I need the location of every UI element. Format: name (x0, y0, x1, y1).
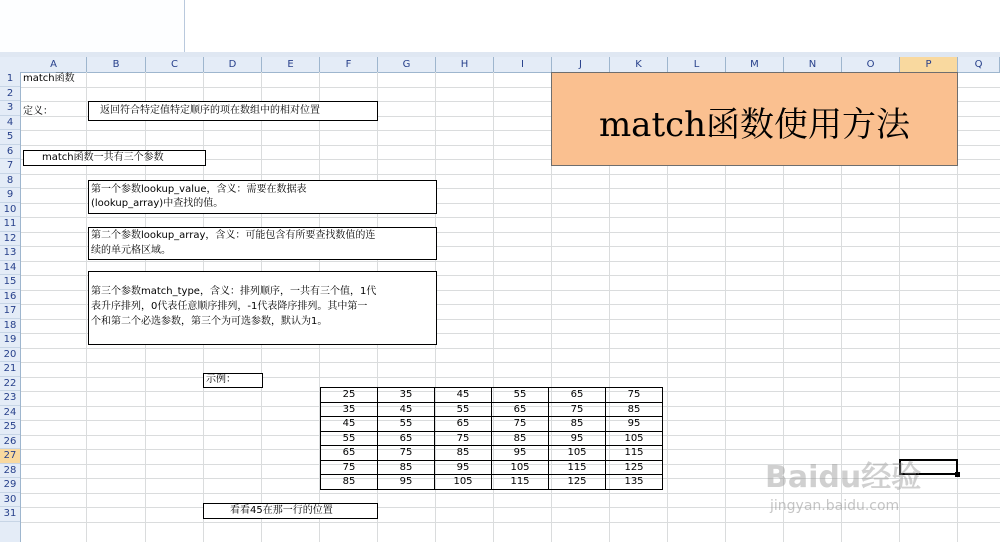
table-cell[interactable]: 85 (549, 417, 606, 432)
baidu-watermark: Baidu经验 (765, 460, 922, 495)
table-cell[interactable]: 85 (435, 446, 492, 461)
table-cell[interactable]: 65 (435, 417, 492, 432)
table-cell[interactable]: 95 (435, 460, 492, 475)
example-data-table (320, 387, 663, 490)
table-cell[interactable]: 105 (435, 475, 492, 490)
grid-column-line (86, 72, 87, 542)
column-header-p[interactable]: P (900, 57, 958, 72)
grid-row-line (21, 377, 1000, 378)
row-header-5[interactable]: 5 (0, 130, 20, 145)
row-header-21[interactable]: 21 (0, 362, 20, 377)
param3-line3: 个和第二个必选参数，第三个为可选参数，默认为1。 (91, 316, 328, 327)
table-row (321, 388, 663, 403)
row-header-23[interactable]: 23 (0, 391, 20, 406)
row-header-28[interactable]: 28 (0, 464, 20, 479)
row-header-29[interactable]: 29 (0, 478, 20, 493)
table-cell[interactable]: 75 (321, 460, 378, 475)
table-row (321, 475, 663, 490)
param3-line2: 表升序排列，0代表任意顺序排列，-1代表降序排列。其中第一 (91, 301, 368, 312)
param1-line1: 第一个参数lookup_value，含义：需要在数据表 (91, 184, 307, 195)
table-cell[interactable]: 105 (492, 460, 549, 475)
table-cell[interactable]: 95 (492, 446, 549, 461)
grid-row-line (21, 217, 1000, 218)
param3-box[interactable] (88, 271, 437, 345)
row-header-14[interactable]: 14 (0, 261, 20, 276)
param3-line1: 第三个参数match_type，含义：排列顺序，一共有三个值，1代 (91, 286, 377, 297)
grid-row-line (21, 522, 1000, 523)
cell-a1[interactable]: match函数 (23, 73, 75, 84)
column-header-b[interactable]: B (87, 57, 146, 72)
table-cell[interactable]: 45 (321, 417, 378, 432)
table-cell[interactable]: 65 (549, 388, 606, 403)
row-header-9[interactable]: 9 (0, 188, 20, 203)
table-cell[interactable]: 105 (549, 446, 606, 461)
row-header-20[interactable]: 20 (0, 348, 20, 363)
row-header-24[interactable]: 24 (0, 406, 20, 421)
table-cell[interactable]: 75 (549, 402, 606, 417)
row-header-31[interactable]: 31 (0, 507, 20, 522)
table-cell[interactable]: 65 (378, 431, 435, 446)
grid-row-line (21, 174, 1000, 175)
table-cell[interactable]: 95 (378, 475, 435, 490)
table-cell[interactable]: 45 (378, 402, 435, 417)
row-header-22[interactable]: 22 (0, 377, 20, 392)
row-header-11[interactable]: 11 (0, 217, 20, 232)
row-header-10[interactable]: 10 (0, 203, 20, 218)
row-header-6[interactable]: 6 (0, 145, 20, 160)
column-header-e[interactable]: E (262, 57, 320, 72)
definition-box[interactable] (88, 101, 378, 121)
table-cell[interactable]: 55 (321, 431, 378, 446)
table-cell[interactable]: 75 (492, 417, 549, 432)
grid-row-line (21, 348, 1000, 349)
param1-line2: (lookup_array)中查找的值。 (91, 198, 224, 209)
question-text: 看看45在那一行的位置 (230, 505, 333, 516)
row-header-18[interactable]: 18 (0, 319, 20, 334)
column-header-f[interactable]: F (320, 57, 378, 72)
param2-box[interactable] (88, 227, 437, 260)
table-cell[interactable]: 55 (378, 417, 435, 432)
row-header-25[interactable]: 25 (0, 420, 20, 435)
table-cell[interactable]: 35 (321, 402, 378, 417)
column-header-a[interactable]: A (21, 57, 87, 72)
table-cell[interactable]: 75 (435, 431, 492, 446)
row-header-15[interactable]: 15 (0, 275, 20, 290)
table-cell[interactable]: 55 (492, 388, 549, 403)
table-cell[interactable]: 75 (378, 446, 435, 461)
example-label-box[interactable] (203, 373, 263, 388)
column-header-j[interactable]: J (552, 57, 610, 72)
table-cell[interactable]: 125 (549, 475, 606, 490)
title-banner[interactable] (551, 72, 958, 166)
row-header-12[interactable]: 12 (0, 232, 20, 247)
table-cell[interactable]: 95 (549, 431, 606, 446)
column-header-n[interactable]: N (784, 57, 842, 72)
fill-handle[interactable] (955, 472, 960, 477)
table-cell[interactable]: 115 (549, 460, 606, 475)
table-row (321, 446, 663, 461)
formula-bar[interactable] (185, 0, 1000, 53)
table-cell[interactable]: 115 (606, 446, 663, 461)
grid-row-line (21, 261, 1000, 262)
name-box[interactable] (0, 0, 185, 53)
column-header-k[interactable]: K (610, 57, 668, 72)
column-header-c[interactable]: C (146, 57, 204, 72)
table-cell[interactable]: 65 (321, 446, 378, 461)
row-header-30[interactable]: 30 (0, 493, 20, 508)
table-cell[interactable]: 135 (606, 475, 663, 490)
row-header-17[interactable]: 17 (0, 304, 20, 319)
cell-a3-label[interactable]: 定义： (23, 106, 53, 117)
top-bar (0, 0, 1000, 56)
row-header-19[interactable]: 19 (0, 333, 20, 348)
table-row (321, 431, 663, 446)
table-cell[interactable]: 95 (606, 417, 663, 432)
column-header-i[interactable]: I (494, 57, 552, 72)
row-header-8[interactable]: 8 (0, 174, 20, 189)
row-header-4[interactable]: 4 (0, 116, 20, 131)
table-cell[interactable]: 55 (435, 402, 492, 417)
column-header-g[interactable]: G (378, 57, 436, 72)
table-cell[interactable]: 85 (378, 460, 435, 475)
row-header-bar (0, 72, 21, 542)
table-cell[interactable]: 105 (606, 431, 663, 446)
row-header-3[interactable]: 3 (0, 101, 20, 116)
table-row (321, 460, 663, 475)
table-cell[interactable]: 65 (492, 402, 549, 417)
row-header-7[interactable]: 7 (0, 159, 20, 174)
table-cell[interactable]: 115 (492, 475, 549, 490)
row-header-1[interactable]: 1 (0, 72, 20, 87)
table-cell[interactable]: 45 (435, 388, 492, 403)
table-cell[interactable]: 125 (606, 460, 663, 475)
table-row (321, 417, 663, 432)
table-cell[interactable]: 85 (321, 475, 378, 490)
definition-text: 返回符合特定值特定顺序的项在数组中的相对位置 (100, 105, 320, 116)
table-cell[interactable]: 85 (492, 431, 549, 446)
row-header-2[interactable]: 2 (0, 87, 20, 102)
row-header-26[interactable]: 26 (0, 435, 20, 450)
table-row (321, 402, 663, 417)
row-header-13[interactable]: 13 (0, 246, 20, 261)
question-box[interactable] (203, 503, 378, 519)
table-cell[interactable]: 25 (321, 388, 378, 403)
grid-row-line (21, 362, 1000, 363)
title-banner-text: match函数使用方法 (598, 105, 911, 145)
row-header-27[interactable]: 27 (0, 449, 20, 464)
param2-line1: 第二个参数lookup_array，含义：可能包含有所要查找数值的连 (91, 230, 376, 241)
column-header-l[interactable]: L (668, 57, 726, 72)
column-header-h[interactable]: H (436, 57, 494, 72)
param1-box[interactable] (88, 180, 437, 214)
column-header-d[interactable]: D (204, 57, 262, 72)
column-header-o[interactable]: O (842, 57, 900, 72)
column-header-q[interactable]: Q (958, 57, 1000, 72)
param2-line2: 续的单元格区域。 (91, 245, 171, 256)
table-cell[interactable]: 75 (606, 388, 663, 403)
table-cell[interactable]: 85 (606, 402, 663, 417)
summary-text: match函数一共有三个参数 (42, 152, 164, 163)
summary-box[interactable] (23, 150, 206, 166)
column-header-m[interactable]: M (726, 57, 784, 72)
row-header-16[interactable]: 16 (0, 290, 20, 305)
column-header-bar (0, 57, 1000, 73)
table-cell[interactable]: 35 (378, 388, 435, 403)
baidu-watermark-url: jingyan.baidu.com (770, 498, 900, 514)
example-label: 示例： (206, 374, 236, 385)
